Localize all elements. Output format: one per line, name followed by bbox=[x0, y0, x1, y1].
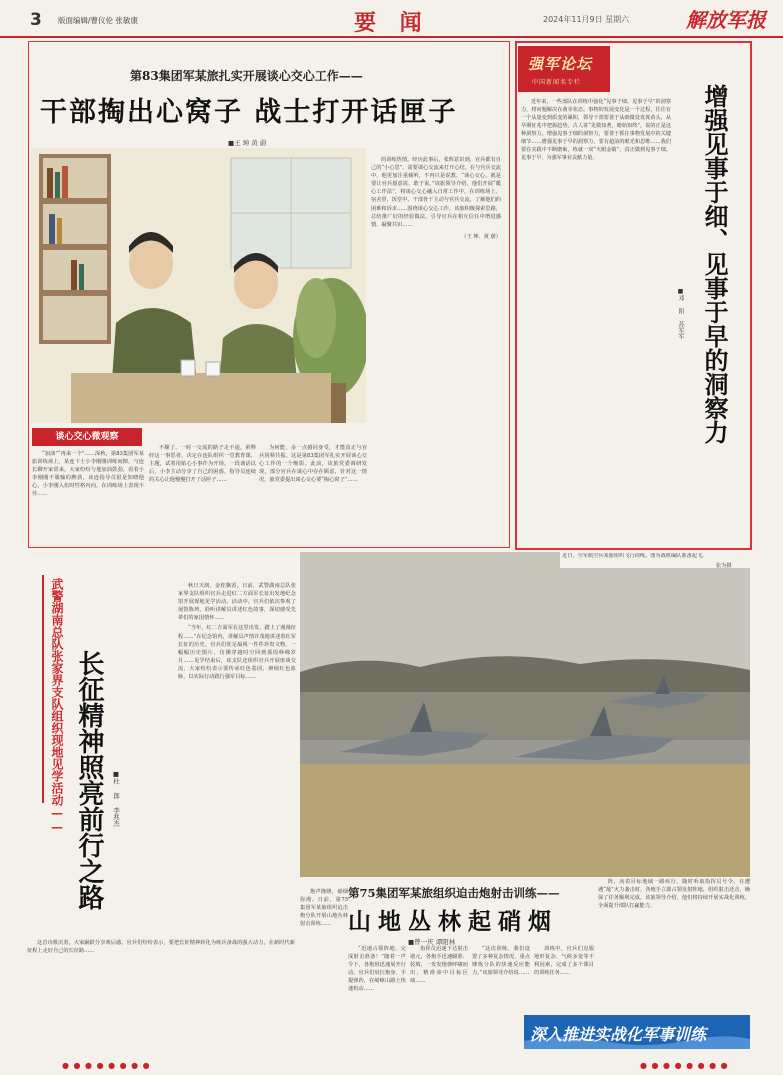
main-article-illustration[interactable] bbox=[31, 148, 366, 423]
bottom-article-column-1: 炮声隆隆，硝烟弥漫。日前，第75集团军某旅组织迫击炮分队开展山地丛林射击训练…… bbox=[300, 889, 348, 928]
illustration-drawing bbox=[31, 148, 366, 423]
main-article-column-2: 不顺了。一时一交流的路子走不通，索释经这一事思者，决定在连队组织一堂教育课，主题，试着用贴心小事作为开场。一段谈话以后，小李主动分享了自己的困惑，指导员连续的关心让他慢慢打开了话匣子…… bbox=[149, 445, 256, 484]
section-title: 要 闻 bbox=[354, 11, 430, 36]
side-article-body: 近年来，一些部队在训练中强化“见事于细、见事于早”的洞察力，将问题解决在萌芽状态。事物的发展变化是一个过程，往往有一个从量变到质变的累积，领导干部要善于从细微处发现苗头，从早期征兆中把握趋势。古人讲“见微知著，睹始知终”，说的正是这种洞察力。增强见事于细的洞察力，要善于抓住事物发展中的关键细节……增强见事于早的洞察力，要有超前的眼光和思维……我们要在实践中不断磨砺，练就一双“火眼金睛”，真正做到见事于细、见事于早，为强军事业贡献力量。 bbox=[521, 99, 671, 161]
main-article-column-4: 的训练热情。经历此事后，张辉意识到，官兵都有自己的“小心思”，需要谈心交流来打开心结。在与官兵交流中，他更加注重倾听，不再只是说教。“谈心交心，就是要让官兵愿意说、敢于说。”该旅领导介绍，他们开展“暖心工作法”，将谈心交心融入日常工作中。在训练场上、宿舍里、饭堂中，干部骨干主动与官兵交流，了解他们的困难和诉求……围绕谈心交心工作，该旅积极探索思路，总结推广好的经验做法，引导官兵在相互信任中增进感情、凝聚共识…… （王 坤、黄 蔚） bbox=[371, 157, 501, 240]
side-article-author: ■邓 阳 苏军军 bbox=[677, 288, 684, 339]
bottom-article-column-2: “迅速占领阵地，完成射击准备！”随着一声令下，各炮班迅速展开行动。官兵们肩扛炮身、手提弹药，在崎岖山路上快速机动…… bbox=[348, 946, 406, 993]
column-banner-subtitle: 中国新闻名专栏 bbox=[532, 79, 582, 86]
photo-caption: 近日，空军航空兵某旅组织飞行训练。图为战机编队准备起飞。 bbox=[562, 553, 708, 559]
main-article-headline[interactable]: 干部掏出心窝子 战士打开话匣子 bbox=[40, 97, 458, 128]
main-article-column-1: “加油”“再来一个”……深秋，第83集团军某旅训练场上，某连下士小李刚刚训练间隙，与连长聊开家常来。大家纷纷与他加油鼓劲，看着小李刚刚不服输的脾劲，该连指导员很是知晓他心。小李刚入伍时性格内向，在训练场上表现不佳…… bbox=[32, 451, 144, 498]
side-article-headline[interactable]: 增强见事于细、见事于早的洞察力 bbox=[700, 84, 728, 444]
left-article-headline[interactable]: 长征精神照亮前行之路 bbox=[74, 650, 104, 910]
left-article-byline: ■杜 郎 李兆杰 bbox=[112, 770, 120, 827]
decorative-dots-right: ● ● ● ● ● ● ● ● bbox=[640, 1061, 729, 1070]
bottom-banner-text: 深入推进实战化军事训练 bbox=[530, 1025, 707, 1044]
newspaper-logo: 解放军报 bbox=[686, 8, 766, 32]
left-article-column-2: 秋日天朗，金桂飘香。日前，武警湖南总队张家界支队组织官兵走进红二方面军长征出发地纪念馆开展现地见学活动。活动中，官兵们依次参观了展馆陈列，聆听讲解员讲述红色故事，深切感受先辈们的家国情怀…… “当年，红二方面军在这里出发，踏上了漫漫征程……”在纪念馆内，讲解员声情并茂地讲述着红军长征的历史。官兵们驻足凝视一件件珍贵文物，一幅幅历史图片，仿佛穿越时空回到那段峥嵘岁月……见学结束后，该支队还组织官兵开展座谈交流，大家纷纷表示要传承红色基因，赓续红色血脉，以实际行动践行强军目标…… bbox=[178, 583, 296, 681]
bottom-article-byline: ■曾一庆 谭阳林 bbox=[408, 938, 456, 946]
bottom-article-column-6: 阵，向着目标地域一路疾行，随时听取指挥员号令。在遭遇“敌”火力袭击时，各炮手立即占领发射阵地，组织射击还击，确保了任务顺利完成。该旅领导介绍，他们将持续开展实战化训练，全面提升部队打赢能力。 bbox=[598, 879, 750, 910]
main-article-kicker[interactable]: 第83集团军某旅扎实开展谈心交心工作—— bbox=[130, 69, 363, 83]
column-tag: 谈心交心微观察 bbox=[32, 428, 142, 446]
photo-jets bbox=[300, 552, 750, 877]
bottom-article-column-3: 指挥员迅速下达射击诸元，各炮手迅速瞄准、装填，一发发炮弹呼啸而出，精准命中目标区域…… bbox=[410, 946, 468, 985]
news-photo[interactable] bbox=[300, 552, 750, 877]
issue-date: 2024年11月9日 星期六 bbox=[543, 15, 630, 24]
main-article-author-note: （王 坤、黄 蔚） bbox=[461, 233, 501, 240]
photo-credit: 张为摄 bbox=[716, 563, 732, 569]
bottom-article-column-4: “这次训练，我们设置了多种复杂情况，重点锤炼分队的快速反应能力。”该旅领导介绍说…… bbox=[472, 946, 530, 977]
bottom-article-kicker[interactable]: 第75集团军某旅组织迫击炮射击训练—— bbox=[348, 886, 560, 900]
bottom-article-headline[interactable]: 山地丛林起硝烟 bbox=[348, 909, 558, 935]
column-banner-title: 强军论坛 bbox=[528, 55, 593, 73]
main-article-byline: ■王 坤 黄 蔚 bbox=[228, 139, 267, 147]
bottom-article-column-5: 训练中，官兵们克服地形复杂、气候多变等不利因素，完成了多个课目的训练任务…… bbox=[534, 946, 594, 977]
page-number: 3 bbox=[30, 10, 42, 30]
left-article-kicker[interactable]: 武警湖南总队张家界支队组织现地见学活动—— bbox=[50, 578, 64, 834]
decorative-dots-left: ● ● ● ● ● ● ● ● bbox=[62, 1061, 151, 1070]
left-article-rule bbox=[42, 575, 44, 803]
editor-line: 版面编辑/曹仪伦 张敏康 bbox=[58, 16, 138, 25]
left-article-column-bottom: 这首诗歌沉着，大家踊跃分享观后感。官兵们纷纷表示，要把长征精神转化为练兵备战的强大动力，在新时代新征程上走好自己的长征路…… bbox=[27, 940, 295, 955]
main-article-column-3: 为何能，多一点感同身受，才能真正与官兵同频共振。这是第83集团军扎实开展谈心交心工作的一个缩影。此前，该旅党委调研发现，部分官兵在谈心中存在顾虑，针对这一情况，旅党委提出谈心交心要“掏心窝子”…… bbox=[259, 445, 367, 484]
